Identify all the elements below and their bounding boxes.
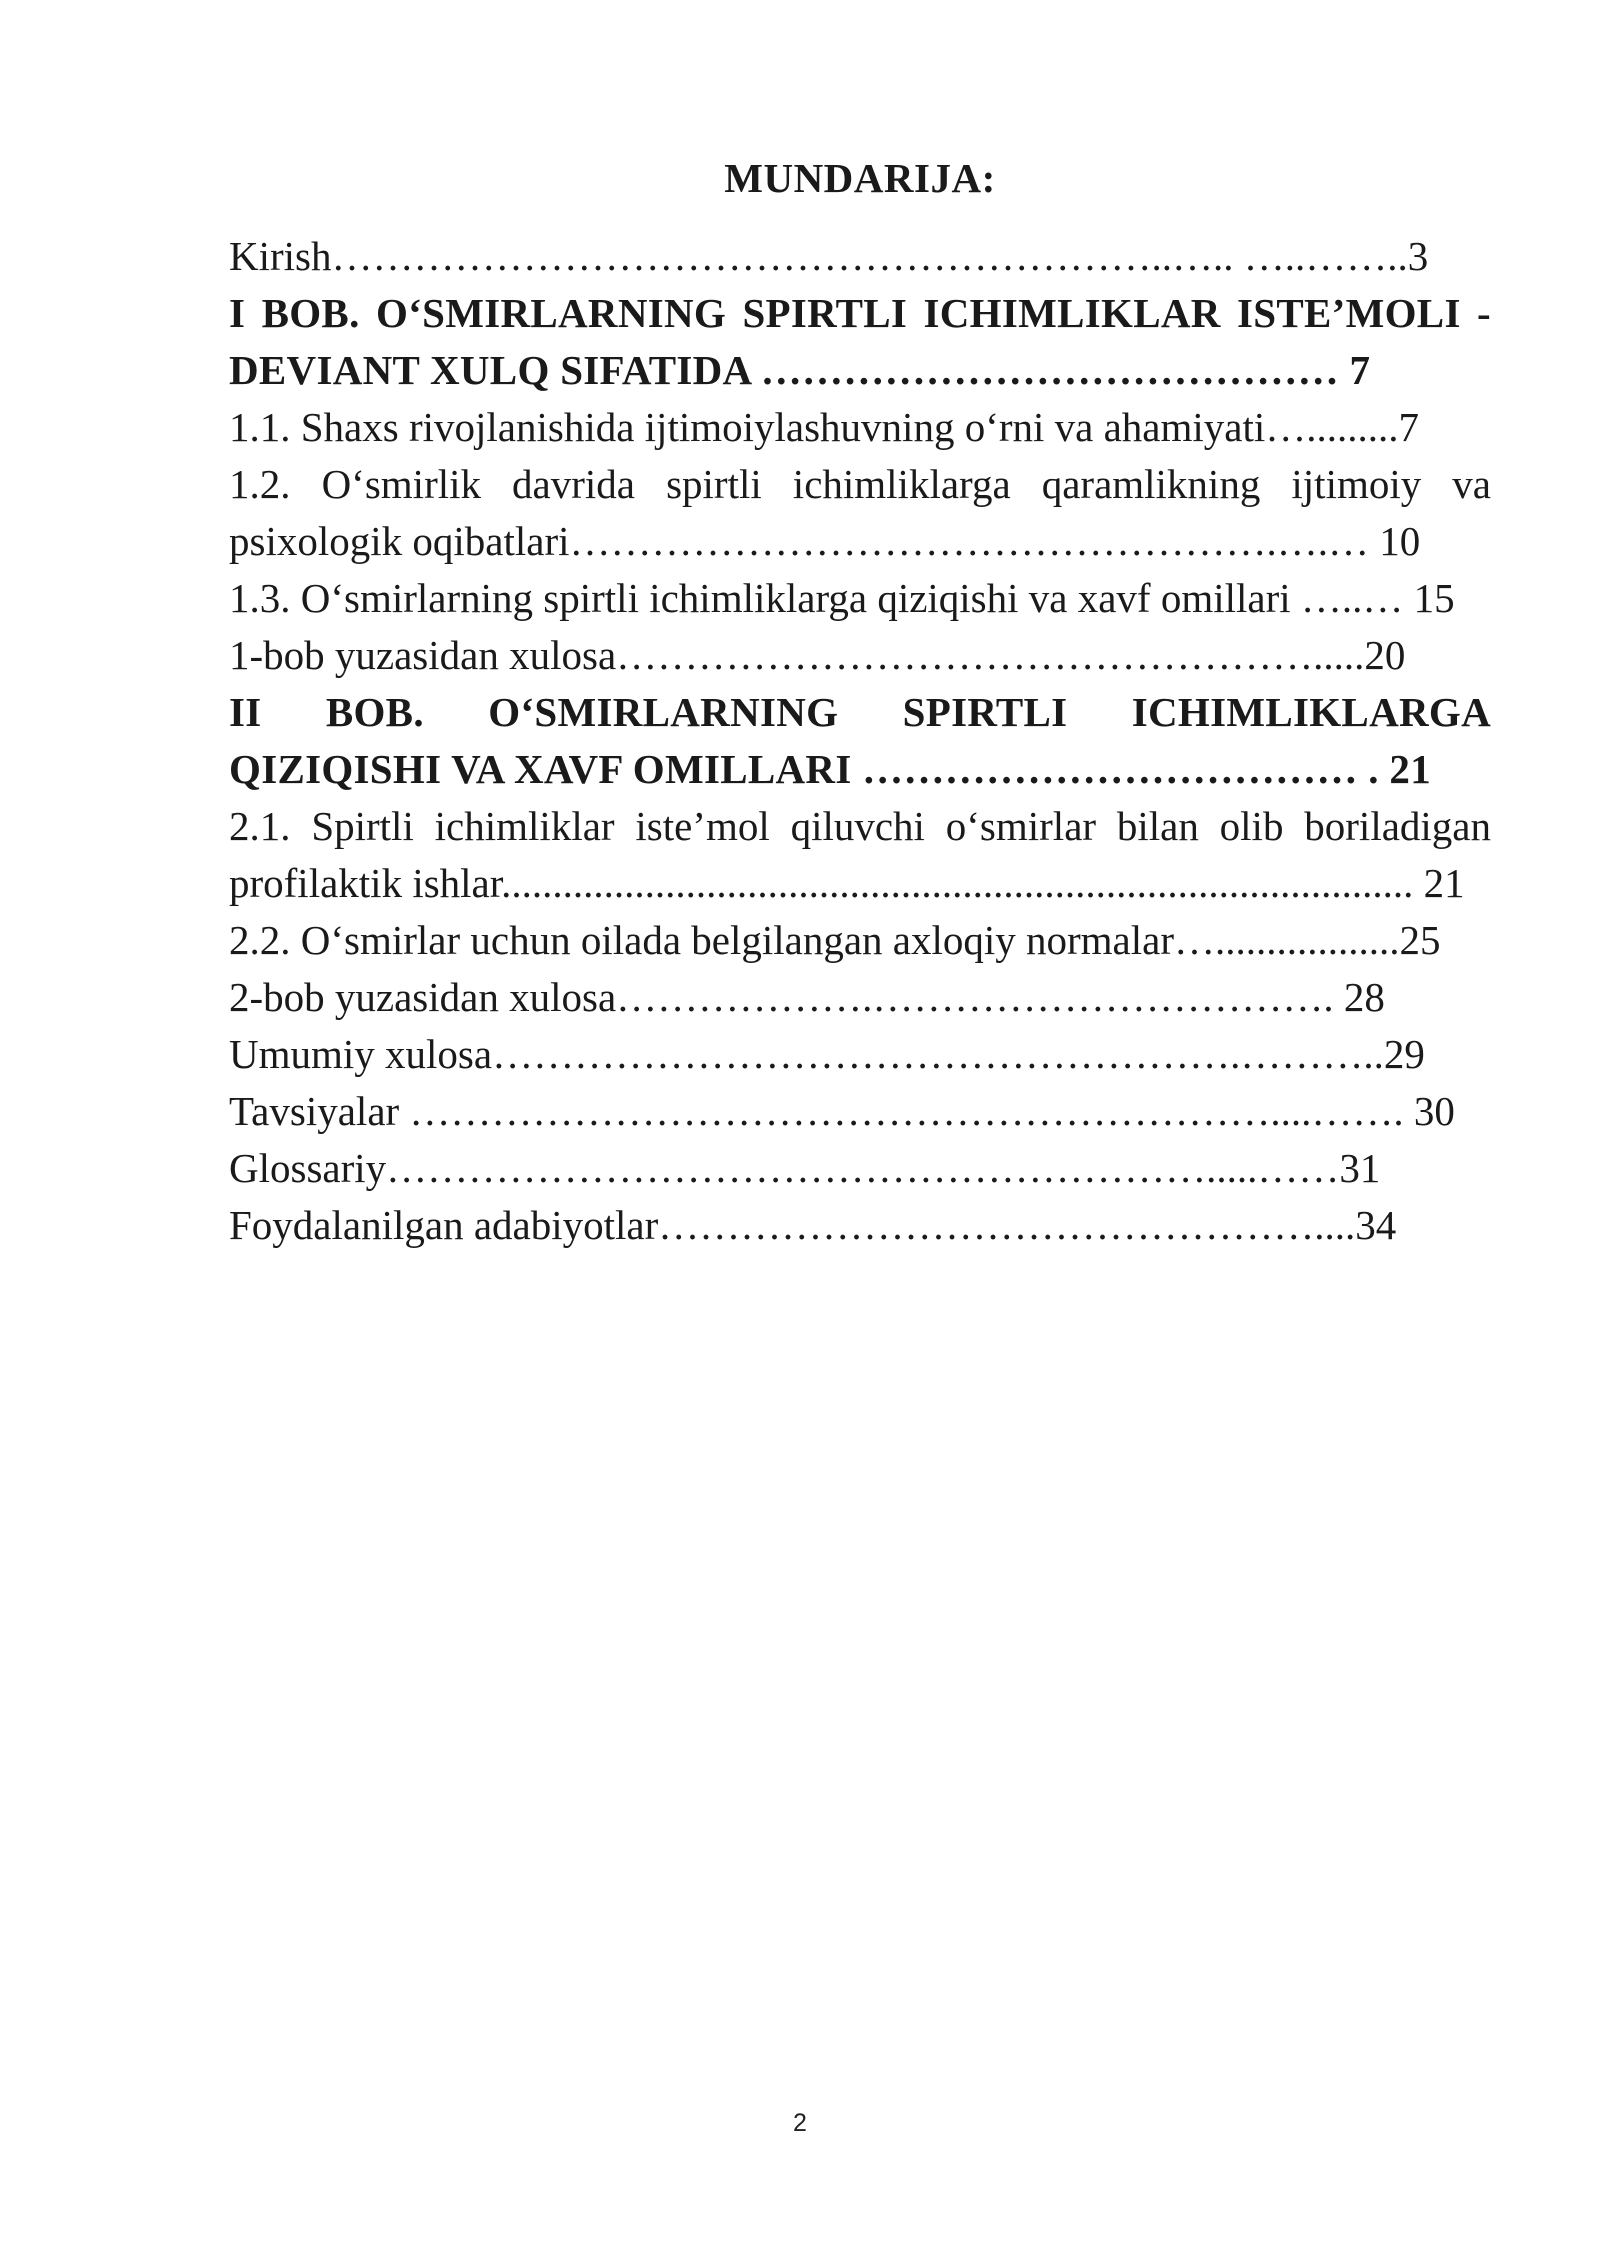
toc-entry-references: Foydalanilgan adabiyotlar…………………………………………....34: [229, 1202, 1397, 1248]
toc-entry-2-1: 2.1. Spirtli ichimliklar iste’mol qiluvchi o‘smirlar bilan olib boriladigan profilaktik ishlar......................................................................................... 21: [229, 803, 1491, 906]
toc-entry-1-2: 1.2. O‘smirlik davrida spirtli ichimliklarga qaramlikning ijtimoiy va psixologik oqibatlari…………………………………………….….… 10: [229, 461, 1491, 564]
toc-entry-chapter-2-conclusion: 2-bob yuzasidan xulosa……………….……………………………. 28: [229, 974, 1385, 1020]
toc-entry-1-3: 1.3. O‘smirlarning spirtli ichimliklarga qiziqishi va xavf omillari …..… 15: [229, 575, 1455, 621]
toc-entry-recommendations: Tavsiyalar ………………………………………………………....……. 30: [229, 1088, 1455, 1134]
toc-entry-general-conclusion: Umumiy xulosa……………………………………………….………..29: [229, 1031, 1425, 1077]
toc-entry-kirish: Kirish……………………………………………………..….. …..……..3: [229, 233, 1429, 279]
table-of-contents: [229, 228, 1491, 1254]
page-title: MUNDARIJA:: [724, 155, 996, 201]
toc-entry-chapter-2: II BOB. O‘SMIRLARNING SPIRTLI ICHIMLIKLARGA QIZIQISHI VA XAVF OMILLARI ……………………………… . 21: [229, 689, 1491, 792]
toc-entry-chapter-1-conclusion: 1-bob yuzasidan xulosa…………………………………………….....20: [229, 632, 1406, 678]
toc-entry-1-1: 1.1. Shaxs rivojlanishida ijtimoiylashuvning o‘rni va ahamiyati….........7: [229, 404, 1420, 450]
toc-entry-chapter-1: I BOB. O‘SMIRLARNING SPIRTLI ICHIMLIKLAR ISTE’MOLI - DEVIANT XULQ SIFATIDA …………………………………… 7: [229, 290, 1491, 393]
toc-entry-2-2: 2.2. O‘smirlar uchun oilada belgilangan axloqiy normalar…..................25: [229, 917, 1441, 963]
page-number: 2: [793, 2109, 807, 2137]
toc-entry-glossary: Glossariy…………………………………………………….....……31: [229, 1145, 1381, 1191]
